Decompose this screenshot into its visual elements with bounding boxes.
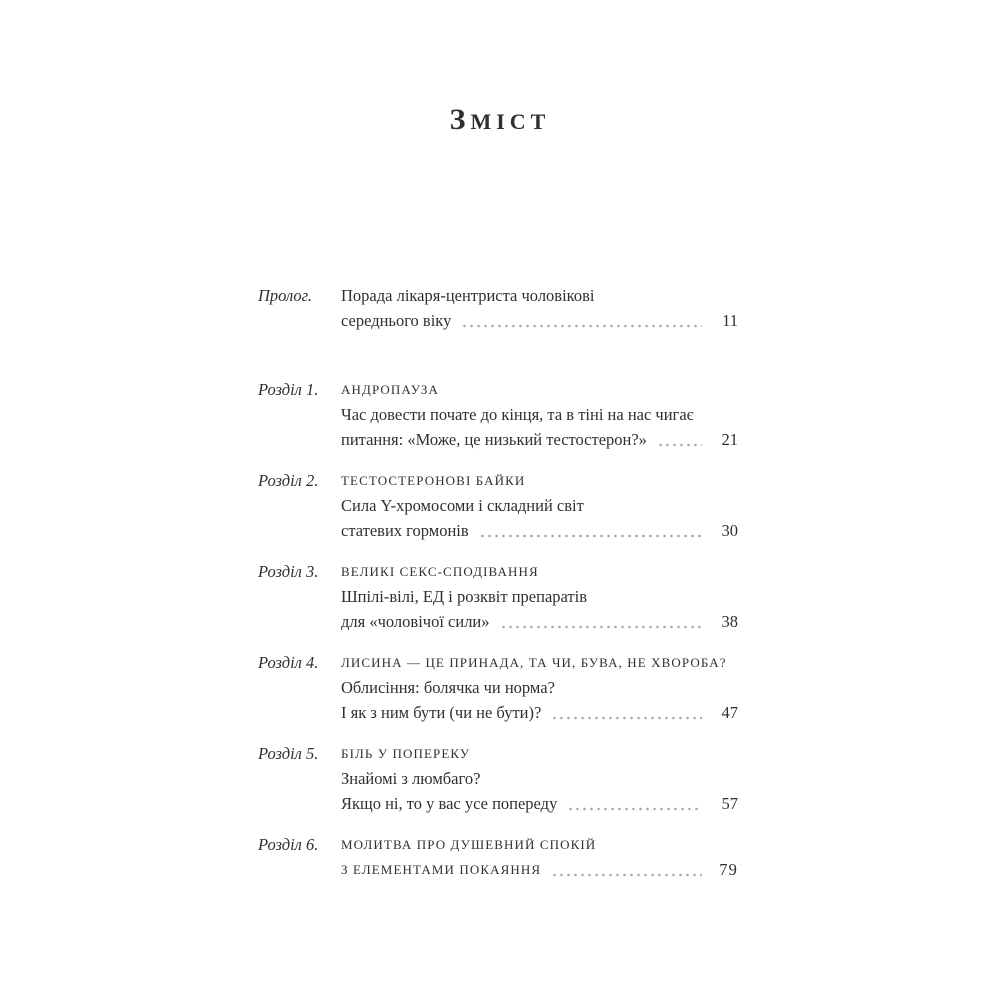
page-number: 57 [721,794,738,813]
entry-subtitle-line [341,766,738,791]
entry-subtitle-line [341,791,738,816]
entry-content [341,832,738,882]
page-number: 21 [721,430,738,449]
entry-subtitle-line [341,700,738,725]
page-number: 47 [721,703,738,722]
chapter-title-line [341,468,738,493]
page-number: 38 [721,612,738,631]
leader-dots-icon [657,427,702,452]
chapter-title-line [341,857,738,882]
entry-line-text: для «чоловічої сили» [341,612,490,631]
entry-subtitle-line [341,308,738,333]
entry-subtitle-line [341,518,738,543]
toc-entry [258,468,738,543]
leader-dots-icon [461,308,702,333]
leader-dots-icon [479,518,702,543]
entry-line-text: середнього віку [341,311,452,330]
leader-dots-icon [551,857,702,882]
entry-line-text: ЛИСИНА — ЦЕ ПРИНАДА, ТА ЧИ, БУВА, НЕ ХВОРОБА? [341,655,727,670]
page-title-initial: З [449,103,471,136]
page-number: 30 [721,521,738,540]
leader-dots-icon [500,609,702,634]
entry-subtitle-line [341,584,738,609]
toc-entry [258,832,738,882]
entry-subtitle-line [341,493,738,518]
leader-dots-icon [567,791,702,816]
entry-line-text: статевих гормонів [341,521,469,540]
entry-line-text: І як з ним бути (чи не бути)? [341,703,542,722]
entry-label: Розділ 4. [258,653,319,672]
toc-entry [258,650,738,725]
toc-entry [258,741,738,816]
entry-content [341,283,738,333]
entry-line-text: Знайомі з люмбаго? [341,769,481,788]
entry-label: Розділ 2. [258,471,319,490]
entry-line-text: Час довести почате до кінця, та в тіні на нас чигає [341,405,694,424]
chapter-title-line [341,741,738,766]
chapter-title-line [341,559,738,584]
entry-content [341,468,738,543]
entry-line-text: МОЛИТВА ПРО ДУШЕВНИЙ СПОКІЙ [341,837,597,852]
entry-line-text: АНДРОПАУЗА [341,382,439,397]
entry-line-text: Сила Y-хромосоми і складний світ [341,496,584,515]
entry-content [341,559,738,634]
page-title [0,100,1000,140]
page-title-rest: МІСТ [470,109,551,134]
entry-line-text: Порада лікаря-центриста чоловікові [341,286,595,305]
toc-entry [258,377,738,452]
entry-line-text: питання: «Може, це низький тестостерон?» [341,430,647,449]
toc-list [258,283,738,898]
entry-label: Розділ 5. [258,744,319,763]
entry-label: Розділ 1. [258,380,319,399]
leader-dots-icon [551,700,702,725]
entry-subtitle-line [341,402,738,427]
entry-line-text: ВЕЛИКІ СЕКС-СПОДІВАННЯ [341,564,539,579]
entry-label: Розділ 3. [258,562,319,581]
entry-subtitle-line [341,609,738,634]
entry-subtitle-line [341,427,738,452]
chapter-title-line [341,832,738,857]
entry-content [341,650,738,725]
entry-content [341,377,738,452]
entry-line-text: З ЕЛЕМЕНТАМИ ПОКАЯННЯ [341,862,542,877]
entry-label: Пролог. [258,286,312,305]
entry-subtitle-line [341,283,738,308]
page-number: 79 [719,860,738,879]
entry-label: Розділ 6. [258,835,319,854]
entry-line-text: Якщо ні, то у вас усе попереду [341,794,558,813]
entry-line-text: ТЕСТОСТЕРОНОВІ БАЙКИ [341,473,526,488]
entry-line-text: БІЛЬ У ПОПЕРЕКУ [341,746,471,761]
toc-entry [258,559,738,634]
toc-entry [258,283,738,333]
chapter-title-line [341,377,738,402]
page-number: 11 [722,311,738,330]
entry-subtitle-line [341,675,738,700]
chapter-title-line [341,650,738,675]
entry-line-text: Облисіння: болячка чи норма? [341,678,555,697]
entry-line-text: Шпілі-вілі, ЕД і розквіт препаратів [341,587,588,606]
entry-content [341,741,738,816]
